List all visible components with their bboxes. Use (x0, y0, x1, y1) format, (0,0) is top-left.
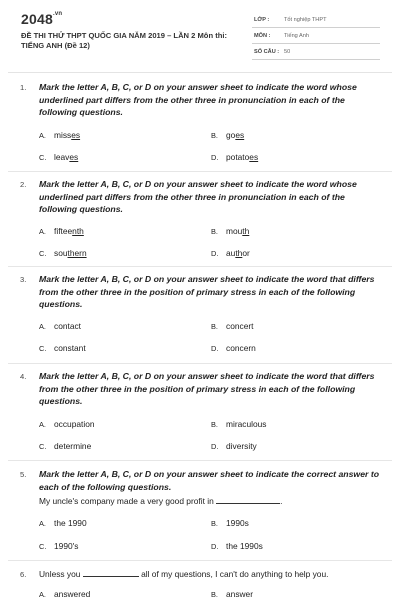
option-letter: A. (39, 590, 46, 599)
option-b[interactable] (211, 518, 249, 528)
option-b[interactable] (211, 130, 244, 140)
option-text: constant (54, 343, 86, 353)
option-letter: D. (211, 344, 219, 353)
meta-count (252, 46, 380, 60)
option-c[interactable] (39, 441, 91, 451)
option-letter: C. (39, 442, 47, 451)
option-underlined: es (71, 130, 81, 140)
option-b[interactable] (211, 589, 253, 599)
question-instruction: Mark the letter A, B, C, or D on your answer sheet to indicate the word that differs from the other three in the position of primary stress in each of the following questions. (39, 371, 375, 406)
option-letter: D. (211, 153, 219, 162)
question-number: 2. (20, 180, 27, 189)
option-text: mou (226, 226, 243, 236)
logo-suffix: .vn (52, 11, 63, 17)
option-letter: A. (39, 322, 46, 331)
option-letter: C. (39, 153, 47, 162)
option-a[interactable] (39, 226, 84, 236)
option-letter: A. (39, 519, 46, 528)
answer-blank (83, 569, 139, 577)
option-d[interactable] (211, 343, 256, 353)
question-number: 1. (20, 83, 27, 92)
meta-label: LỚP : (254, 17, 270, 23)
option-b[interactable] (211, 321, 253, 331)
option-letter: A. (39, 420, 46, 429)
question-divider (8, 460, 392, 461)
option-text: go (226, 130, 236, 140)
option-text: miss (54, 130, 72, 140)
option-text: answered (54, 589, 91, 599)
option-text: 1990s (226, 518, 249, 528)
option-a[interactable] (39, 419, 95, 429)
meta-label: SỐ CÂU : (254, 49, 280, 55)
option-text: occupation (54, 419, 95, 429)
option-a[interactable] (39, 518, 87, 528)
option-letter: C. (39, 542, 47, 551)
option-a[interactable] (39, 321, 81, 331)
option-text: the 1990 (54, 518, 87, 528)
question-instruction: Mark the letter A, B, C, or D on your answer sheet to indicate the word whose underlined part differs from the other three in pronunciation in each of the following questions. (39, 82, 357, 117)
option-letter: C. (39, 344, 47, 353)
option-text: fiftee (54, 226, 73, 236)
option-underlined: th (235, 248, 243, 258)
option-letter: B. (211, 227, 218, 236)
option-underlined: nth (72, 226, 84, 236)
option-a[interactable] (39, 589, 90, 599)
option-text: concert (226, 321, 254, 331)
option-b[interactable] (211, 226, 249, 236)
question-number: 3. (20, 275, 27, 284)
sentence-text: all of my questions, I can't do anything to help you. (141, 569, 329, 579)
option-letter: B. (211, 590, 218, 599)
option-letter: B. (211, 322, 218, 331)
question-number: 4. (20, 372, 27, 381)
option-letter: B. (211, 420, 218, 429)
option-underlined: thern (67, 248, 87, 258)
question-divider (8, 560, 392, 561)
question-divider (8, 266, 392, 267)
option-text: 1990's (54, 541, 79, 551)
answer-blank (216, 496, 283, 506)
question-sentence (39, 569, 379, 579)
option-a[interactable] (39, 130, 80, 140)
sentence-text: Unless you (39, 569, 81, 579)
exam-title: ĐỀ THI THỬ THPT QUỐC GIA NĂM 2019 – LẦN 2 Môn thi: TIẾNG ANH (Đề 12) (21, 31, 227, 50)
option-text: determine (54, 441, 92, 451)
question-instruction: Mark the letter A, B, C, or D on your answer sheet to indicate the correct answer to each of the following questions. (39, 469, 380, 492)
option-letter: A. (39, 131, 46, 140)
option-text: leav (54, 152, 70, 162)
option-text: potato (226, 152, 250, 162)
option-underlined: es (235, 130, 245, 140)
option-c[interactable] (39, 248, 87, 258)
question-divider (8, 171, 392, 172)
option-text: or (242, 248, 250, 258)
option-text: the 1990s (226, 541, 263, 551)
option-text: au (226, 248, 236, 258)
sentence-text: My uncle's company made a very good profit in (39, 496, 214, 506)
sentence-end: . (280, 496, 283, 506)
option-underlined: th (242, 226, 250, 236)
option-text: contact (54, 321, 82, 331)
option-c[interactable] (39, 343, 86, 353)
meta-value: Tốt nghiệp THPT (284, 17, 327, 23)
option-d[interactable] (211, 541, 263, 551)
option-text: miraculous (226, 419, 267, 429)
question-divider (8, 363, 392, 364)
meta-value: 50 (284, 49, 291, 55)
option-letter: D. (211, 249, 219, 258)
question-sentence (39, 496, 379, 506)
option-underlined: es (249, 152, 259, 162)
option-text: concern (226, 343, 256, 353)
option-letter: C. (39, 249, 47, 258)
option-d[interactable] (211, 152, 258, 162)
question-number: 6. (20, 570, 27, 579)
option-d[interactable] (211, 248, 250, 258)
option-text: answer (226, 589, 253, 599)
meta-class (252, 14, 380, 28)
option-text: diversity (226, 441, 257, 451)
meta-label: MÔN : (254, 33, 271, 39)
option-d[interactable] (211, 441, 257, 451)
meta-value: Tiếng Anh (284, 33, 309, 39)
question-instruction: Mark the letter A, B, C, or D on your answer sheet to indicate the word that differs from the other three in the position of primary stress in each of the following questions. (39, 274, 375, 309)
option-underlined: es (69, 152, 79, 162)
header-divider (8, 72, 392, 73)
question-instruction: Mark the letter A, B, C, or D on your answer sheet to indicate the word whose underlined part differs from the other three in pronunciation in each of the following questions. (39, 179, 357, 214)
option-letter: A. (39, 227, 46, 236)
option-letter: B. (211, 131, 218, 140)
option-letter: D. (211, 442, 219, 451)
option-c[interactable] (39, 541, 78, 551)
site-logo[interactable] (21, 11, 62, 27)
option-b[interactable] (211, 419, 267, 429)
option-letter: B. (211, 519, 218, 528)
option-c[interactable] (39, 152, 78, 162)
option-letter: D. (211, 542, 219, 551)
logo-text: 2048 (21, 11, 53, 27)
question-number: 5. (20, 470, 27, 479)
meta-subject (252, 30, 380, 44)
option-text: sou (54, 248, 68, 258)
exam-header (0, 0, 400, 72)
